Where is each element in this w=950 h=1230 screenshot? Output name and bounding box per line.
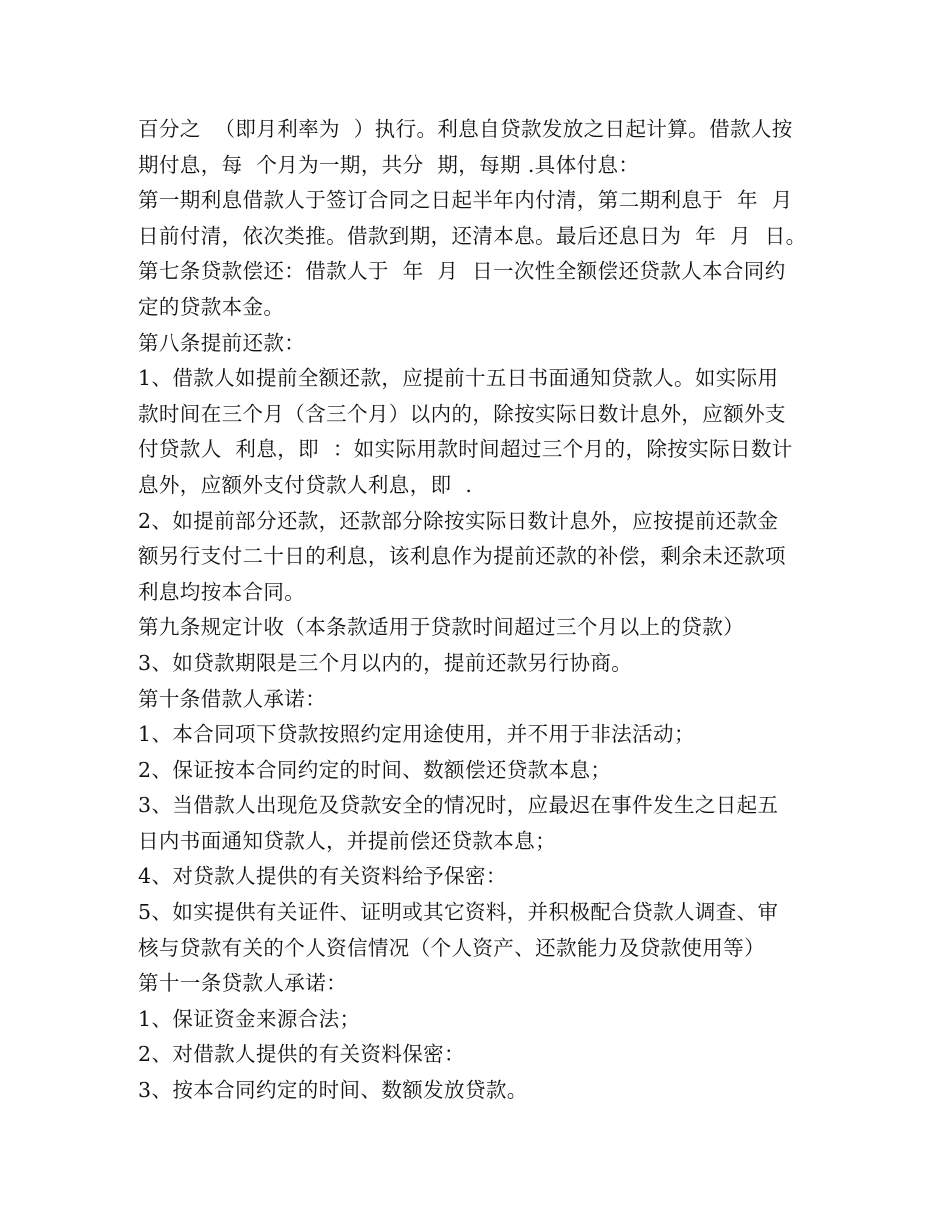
text-line: 付贷款人 利息，即 ：如实际用款时间超过三个月的，除按实际日数计	[138, 437, 793, 462]
text-line: 百分之 （即月利率为 ）执行。利息自贷款发放之日起计算。借款人按	[138, 117, 793, 141]
text-line: 第七条贷款偿还：借款人于 年 月 日一次性全额偿还贷款人本合同约	[138, 259, 786, 284]
text-line: 期付息，每 个月为一期，共分 期，每期 .具体付息：	[138, 152, 640, 177]
text-line: 1、保证资金来源合法；	[138, 1006, 361, 1031]
text-line: 3、当借款人出现危及贷款安全的情况时，应最迟在事件发生之日起五	[138, 793, 779, 818]
document-body	[138, 112, 818, 1109]
text-line: 4、对贷款人提供的有关资料给予保密：	[138, 864, 507, 889]
text-line: 息外，应额外支付贷款人利息，即 .	[138, 472, 473, 497]
text-line: 2、如提前部分还款，还款部分除按实际日数计息外，应按提前还款金	[138, 508, 779, 533]
text-line: 1、借款人如提前全额还款，应提前十五日书面通知贷款人。如实际用	[138, 366, 779, 391]
text-line: 1、本合同项下贷款按照约定用途使用，并不用于非法活动；	[138, 722, 695, 747]
text-line: 2、对借款人提供的有关资料保密：	[138, 1042, 465, 1067]
text-line: 第一期利息借款人于签订合同之日起半年内付清，第二期利息于 年 月	[138, 188, 793, 213]
text-line: 5、如实提供有关证件、证明或其它资料，并积极配合贷款人调查、审	[138, 900, 779, 925]
text-line: 3、如贷款期限是三个月以内的，提前还款另行协商。	[138, 650, 633, 675]
text-line: 核与贷款有关的个人资信情况（个人资产、还款能力及贷款使用等）	[138, 935, 765, 960]
section-heading: 第八条提前还款：	[138, 330, 306, 355]
section-heading: 第十一条贷款人承诺：	[138, 971, 347, 996]
text-line: 2、保证按本合同约定的时间、数额偿还贷款本息；	[138, 757, 612, 782]
text-line: 额另行支付二十日的利息，该利息作为提前还款的补偿，剩余未还款项	[138, 544, 786, 569]
text-line: 3、按本合同约定的时间、数额发放贷款。	[138, 1078, 528, 1103]
text-line: 利息均按本合同。	[138, 579, 306, 604]
text-line: 日内书面通知贷款人，并提前偿还贷款本息；	[138, 828, 556, 853]
text-line: 日前付清，依次类推。借款到期，还清本息。最后还息日为 年 月 日。	[138, 223, 807, 248]
text-line: 定的贷款本金。	[138, 294, 285, 319]
section-heading: 第十条借款人承诺：	[138, 686, 327, 711]
section-heading: 第九条规定计收（本条款适用于贷款时间超过三个月以上的贷款）	[138, 615, 745, 640]
text-line: 款时间在三个月（含三个月）以内的，除按实际日数计息外，应额外支	[138, 401, 786, 426]
